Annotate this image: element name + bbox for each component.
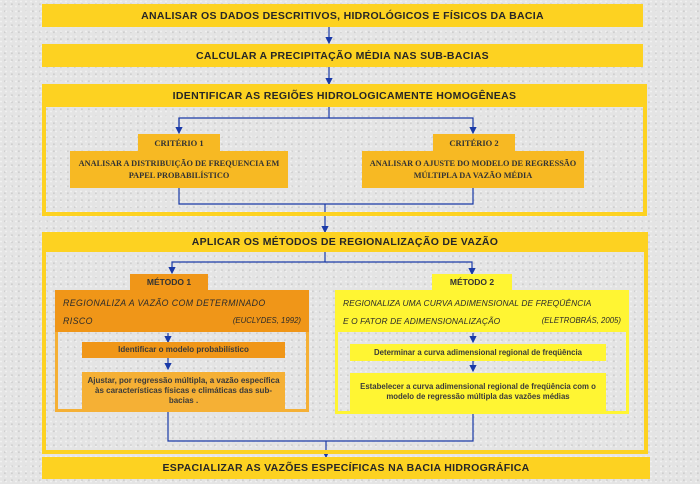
method-2-step-establish-curve: Estabelecer a curva adimensional regional de freqüência com o modelo de regressão múltipla das vazões médias [350,373,606,411]
method-1-line1: REGIONALIZA A VAZÃO COM DETERMINADO [63,298,266,308]
criterion-2-tag: CRITÉRIO 2 [433,134,515,151]
step-analyze-data: ANALISAR OS DADOS DESCRITIVOS, HIDROLÓGICOS E FÍSICOS DA BACIA [42,4,643,27]
step-identify-regions: IDENTIFICAR AS REGIÕES HIDROLOGICAMENTE HOMOGÊNEAS [42,84,647,107]
method-2-tag: MÉTODO 2 [432,274,512,290]
method-2-description [335,290,629,332]
method-1-reference: (EUCLYDES, 1992) [232,316,301,325]
method-2-line2: E O FATOR DE ADIMENSIONALIZAÇÃO [343,316,501,326]
method-2-line1: REGIONALIZA UMA CURVA ADIMENSIONAL DE FREQÜÊNCIA [343,298,592,308]
method-1-step-fit-regression: Ajustar, por regressão múltipla, a vazão específica às características físicas e climáticas das sub-bacias . [82,372,285,409]
step-calc-precipitation: CALCULAR A PRECIPITAÇÃO MÉDIA NAS SUB-BACIAS [42,44,643,67]
method-2-reference: (ELETROBRÁS, 2005) [541,316,621,325]
method-1-tag: MÉTODO 1 [130,274,208,290]
criterion-2-box: ANALISAR O AJUSTE DO MODELO DE REGRESSÃO MÚLTIPLA DA VAZÃO MÉDIA [362,151,584,188]
step-apply-methods: APLICAR OS MÉTODOS DE REGIONALIZAÇÃO DE VAZÃO [42,232,648,252]
method-1-line2: RISCO [63,316,93,326]
method-2-step-determine-curve: Determinar a curva adimensional regional de freqüência [350,344,606,361]
method-1-step-identify-model: Identificar o modelo probabilístico [82,342,285,358]
criterion-1-tag: CRITÉRIO 1 [138,134,220,151]
method-1-description [55,290,309,332]
criterion-1-box: ANALISAR A DISTRIBUIÇÃO DE FREQUENCIA EM PAPEL PROBABILÍSTICO [70,151,288,188]
step-spatialize-flows: ESPACIALIZAR AS VAZÕES ESPECÍFICAS NA BACIA HIDROGRÁFICA [42,457,650,479]
